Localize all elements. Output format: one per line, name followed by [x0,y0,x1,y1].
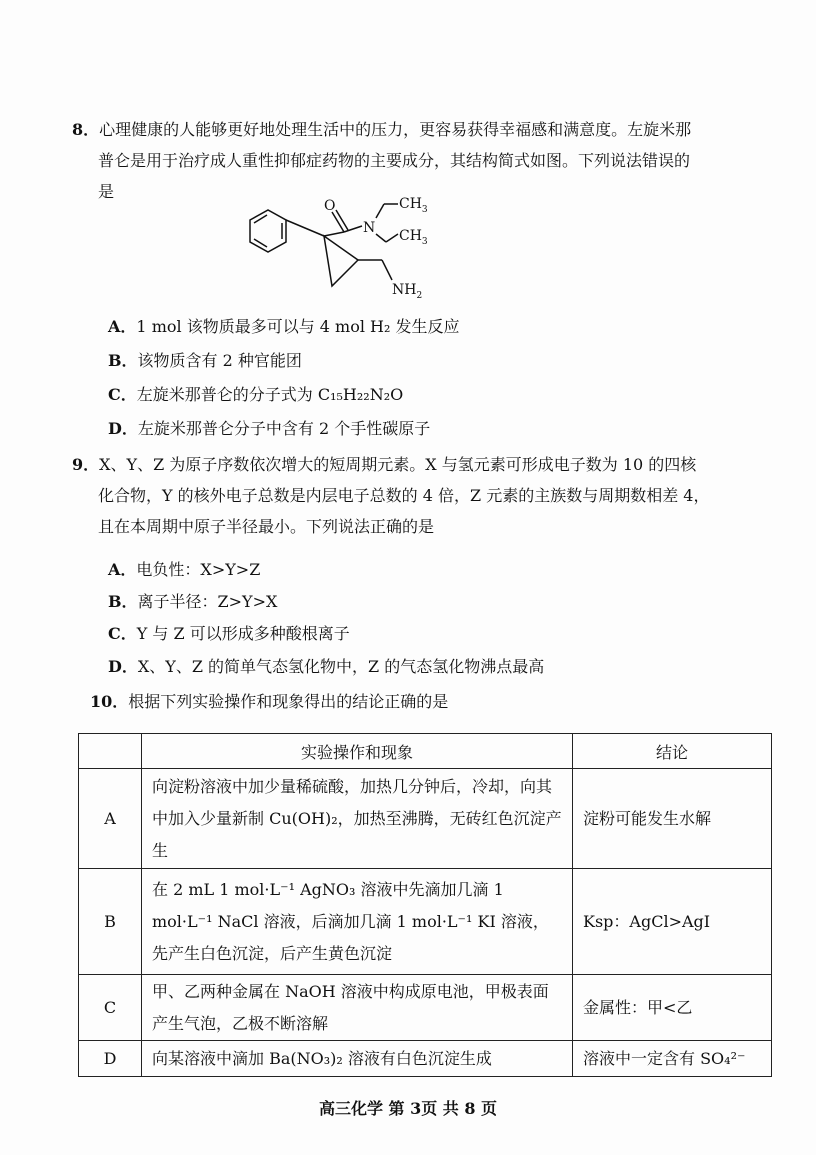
question-10 [90,686,770,717]
header-conclusion: 结论 [573,734,772,769]
table-row [79,975,772,1041]
question-8-option-d [108,418,430,440]
option-text: 电负性：X>Y>Z [136,560,261,579]
ch3-top-sub: 3 [421,205,428,215]
table-row [79,1041,772,1077]
option-text: Y 与 Z 可以形成多种酸根离子 [136,624,350,643]
row-label: C [79,975,142,1041]
ch3-bottom-sub: 3 [421,237,428,247]
question-9-number: 9． [72,455,100,474]
option-label: D． [108,419,138,438]
milnacipran-structure [236,190,456,308]
row-conclusion: 淀粉可能发生水解 [573,769,772,869]
option-label: A． [108,560,137,579]
option-text: 左旋米那普仑分子中含有 2 个手性碳原子 [137,419,431,438]
table-row [79,769,772,869]
question-8-line-2: 普仑是用于治疗成人重性抑郁症药物的主要成分，其结构简式如图。下列说法错误的 [98,151,691,170]
row-label: B [79,869,142,975]
ch3-bottom-text: CH [399,228,422,244]
row-conclusion: 金属性：甲<乙 [573,975,772,1041]
row-operation: 在 2 mL 1 mol·L⁻¹ AgNO₃ 溶液中先滴加几滴 1 mol·L⁻¹ NaCl 溶液，后滴加几滴 1 mol·L⁻¹ KI 溶液，先产生白色沉淀，后产生黄色沉淀 [142,869,573,975]
question-9-line-2: 化合物，Y 的核外电子总数是内层电子总数的 4 倍，Z 元素的主族数与周期数相差 4， [98,486,710,505]
row-conclusion: 溶液中一定含有 SO₄²⁻ [573,1041,772,1077]
option-label: D． [108,657,138,676]
header-operation: 实验操作和现象 [142,734,573,769]
carbonyl-bond [324,232,344,236]
question-9-option-d [108,656,544,678]
nh2-sub: 2 [416,291,423,301]
question-9 [72,449,752,542]
option-label: C． [108,624,137,643]
phenyl-bond [286,220,324,236]
cyclopropane-ring [324,236,358,286]
c-o-bond-1 [332,212,344,232]
n-ethyl-top-1 [376,204,384,218]
ch3-bottom-label [399,228,428,247]
ch2-nh2-bond [382,260,392,280]
question-9-option-c [108,623,350,645]
option-label: B． [108,592,138,611]
nitrogen-label: N [363,220,376,236]
benzene-ring [250,210,286,252]
option-text: X、Y、Z 的简单气态氢化物中，Z 的气态氢化物沸点最高 [137,657,545,676]
page-footer: 高三化学 第 3页 共 8 页 [318,1099,498,1118]
nh2-text: NH [392,282,417,298]
question-8-number: 8． [72,120,100,139]
option-label: B． [108,351,138,370]
n-ethyl-bottom-2 [386,234,398,242]
row-conclusion: Ksp：AgCl>AgI [573,869,772,975]
option-text: 1 mol 该物质最多可以与 4 mol H₂ 发生反应 [136,317,460,336]
question-10-number: 10． [90,692,129,711]
row-operation: 甲、乙两种金属在 NaOH 溶液中构成原电池，甲极表面产生气泡，乙极不断溶解 [142,975,573,1041]
option-label: C． [108,385,137,404]
row-operation: 向某溶液中滴加 Ba(NO₃)₂ 溶液有白色沉淀生成 [142,1041,573,1077]
question-8-text-1: 心理健康的人能够更好地处理生活中的压力，更容易获得幸福感和满意度。左旋米那 [99,120,692,139]
table-row [79,869,772,975]
c-o-bond-2 [336,210,348,230]
question-10-text: 根据下列实验操作和现象得出的结论正确的是 [128,692,449,711]
question-8-option-b [108,350,302,372]
row-label: A [79,769,142,869]
question-9-line-3: 且在本周期中原子半径最小。下列说法正确的是 [98,517,435,536]
ch3-top-label [399,196,428,215]
question-9-option-a [108,559,260,581]
question-9-option-b [108,591,277,613]
option-text: 离子半径：Z>Y>X [137,592,278,611]
question-8-option-a [108,316,460,338]
experiment-table [78,733,772,1077]
question-9-text-1: X、Y、Z 为原子序数依次增大的短周期元素。X 与氢元素可形成电子数为 10 的四核 [99,455,697,474]
option-text: 该物质含有 2 种官能团 [137,351,302,370]
option-label: A． [108,317,137,336]
option-text: 左旋米那普仑的分子式为 C₁₅H₂₂N₂O [136,385,404,404]
question-9-line-1 [72,449,752,480]
n-ethyl-bottom-1 [376,234,386,242]
row-operation: 向淀粉溶液中加少量稀硫酸，加热几分钟后，冷却，向其中加入少量新制 Cu(OH)₂，加热至沸腾，无砖红色沉淀产生 [142,769,573,869]
ch3-top-text: CH [399,196,422,212]
question-8-option-c [108,384,403,406]
oxygen-label: O [324,198,336,214]
table-header-row [79,734,772,769]
header-blank [79,734,142,769]
nh2-label [392,282,422,301]
row-label: D [79,1041,142,1077]
question-8-line-3: 是 [98,182,115,201]
question-8-line-1 [72,114,752,145]
